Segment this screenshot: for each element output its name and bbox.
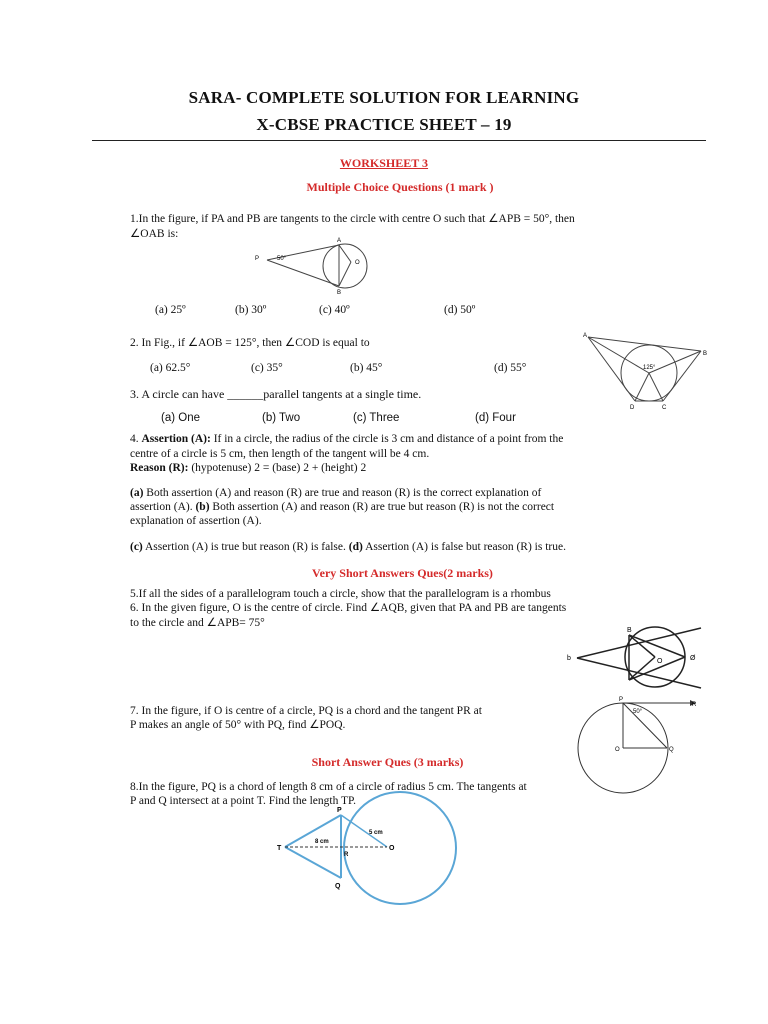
q8-label-radius: 5 cm	[369, 830, 383, 836]
q6-label-p: b	[567, 655, 571, 662]
q4-option-d-label: (d)	[348, 541, 363, 553]
q4-reason-text: (hypotenuse) 2 = (base) 2 + (height) 2	[188, 462, 367, 474]
q8-label-t: T	[277, 845, 282, 852]
q7-label-angle: 50°	[633, 709, 643, 715]
q2-question: 2. In Fig., if ∠AOB = 125°, then ∠COD is equal to	[130, 337, 370, 349]
q1-line2: ∠OAB is:	[130, 228, 179, 240]
q4-assertion-label: Assertion (A):	[141, 433, 211, 445]
q4-option-a-label: (a)	[130, 487, 144, 499]
q1-label-p: P	[255, 256, 260, 262]
q7-label-q: Q	[669, 747, 674, 753]
q6-label-a: B	[627, 627, 632, 634]
q4-option-b-label: (b)	[195, 501, 210, 513]
q2-label-b: B	[703, 351, 708, 357]
q2-label-d: D	[630, 405, 635, 411]
q1-option-a: (a) 25º	[155, 304, 186, 316]
header-divider	[92, 140, 706, 141]
q1-radius-oa	[339, 245, 351, 262]
q8-label-r: R	[344, 852, 349, 858]
q4-option-a-text: Both assertion (A) and reason (R) are true and reason (R) is the correct explanation of	[143, 487, 542, 499]
q6-label-q: Ø	[690, 655, 696, 662]
q7-label-r: R	[692, 702, 697, 708]
q8-label-q: Q	[335, 883, 341, 890]
q8-label-p: P	[337, 807, 342, 814]
q4-assertion-line1	[130, 432, 563, 447]
q3-option-d: (d) Four	[475, 412, 516, 424]
q4-option-ab-line2	[130, 500, 554, 515]
section-short: Short Answer Ques (3 marks)	[311, 755, 464, 769]
sheet-title: SARA- COMPLETE SOLUTION FOR LEARNING	[188, 88, 580, 107]
q7-label-p: P	[619, 697, 624, 703]
q2-label-c: C	[662, 405, 667, 411]
q2-label-angle: 125°	[643, 365, 656, 371]
q8-line2: P and Q intersect at a point T. Find the length TP.	[130, 795, 357, 807]
q8-label-o: O	[389, 845, 395, 852]
q4-option-b-line2: explanation of assertion (A).	[130, 515, 262, 527]
q1-option-c: (c) 40º	[319, 304, 350, 316]
q1-figure	[255, 238, 380, 298]
q3-option-c: (c) Three	[353, 412, 400, 424]
q1-option-b: (b) 30º	[235, 304, 267, 316]
q8-figure	[275, 807, 470, 890]
q6-label-o: O	[657, 658, 663, 665]
q4-assertion-line2: centre of a circle is 5 cm, then length of the tangent will be 4 cm.	[130, 448, 430, 460]
q7-line2: P makes an angle of 50° with PQ, find ∠POQ.	[130, 719, 346, 731]
q8-line1: 8.In the figure, PQ is a chord of length 8 cm of a circle of radius 5 cm. The tangents at	[130, 781, 527, 793]
q1-radius-ob	[339, 262, 351, 286]
q4-number: 4.	[130, 433, 142, 445]
q1-label-a: A	[337, 238, 342, 244]
q4-reason-label: Reason (R):	[130, 462, 189, 474]
q4-assertion-text: If in a circle, the radius of the circle is 3 cm and distance of a point from the	[210, 433, 564, 445]
q4-options-cd	[130, 540, 566, 555]
q1-option-d: (d) 50º	[444, 304, 476, 316]
q6-figure	[565, 620, 705, 696]
sheet-subtitle: X-CBSE PRACTICE SHEET – 19	[256, 115, 512, 134]
q1-label-o: O	[355, 260, 360, 266]
q4-option-b-text: Both assertion (A) and reason (R) are true but reason (R) is not the correct	[209, 501, 555, 513]
q1-label-b: B	[337, 290, 342, 296]
q3-option-b: (b) Two	[262, 412, 301, 424]
q2-figure	[583, 333, 708, 411]
q4-reason	[130, 461, 366, 476]
worksheet-label: WORKSHEET 3	[339, 156, 429, 170]
q7-figure	[565, 697, 700, 795]
q4-option-c-text: Assertion (A) is true but reason (R) is false.	[142, 541, 349, 553]
q7-line1: 7. In the figure, if O is centre of a circle, PQ is a chord and the tangent PR at	[130, 705, 482, 717]
q2-option-a: (a) 62.5°	[150, 362, 191, 374]
q4-option-a-line1	[130, 486, 541, 501]
section-mcq: Multiple Choice Questions (1 mark )	[306, 180, 494, 194]
q2-option-d: (d) 55°	[494, 362, 527, 374]
q3-option-a: (a) One	[161, 412, 200, 424]
q6-line2: to the circle and ∠APB= 75°	[130, 617, 265, 629]
q3-question: 3. A circle can have ______parallel tangents at a single time.	[130, 387, 422, 401]
q7-label-o: O	[615, 747, 620, 753]
q8-label-chord: 8 cm	[315, 839, 329, 845]
q5-question: 5.If all the sides of a parallelogram touch a circle, show that the parallelogram is a rhombus	[130, 588, 551, 600]
q4-option-c-label: (c)	[130, 541, 143, 553]
q6-line1: 6. In the given figure, O is the centre of circle. Find ∠AQB, given that PA and PB are tangents	[130, 602, 567, 614]
q8-circle	[344, 792, 456, 904]
q1-circle	[323, 244, 367, 288]
q4-option-d-text: Assertion (A) is false but reason (R) is true.	[362, 541, 566, 553]
section-very-short: Very Short Answers Ques(2 marks)	[312, 566, 493, 580]
q2-option-c: (c) 35°	[251, 362, 283, 374]
q1-tangent-pb	[267, 260, 339, 286]
q1-line1: 1.In the figure, if PA and PB are tangents to the circle with centre O such that ∠APB = 50°, then	[130, 213, 575, 225]
q2-option-b: (b) 45°	[350, 362, 383, 374]
q4-option-a-cont: assertion (A).	[130, 501, 196, 513]
q2-label-a: A	[583, 333, 588, 339]
q1-label-angle: 50°	[277, 256, 287, 262]
